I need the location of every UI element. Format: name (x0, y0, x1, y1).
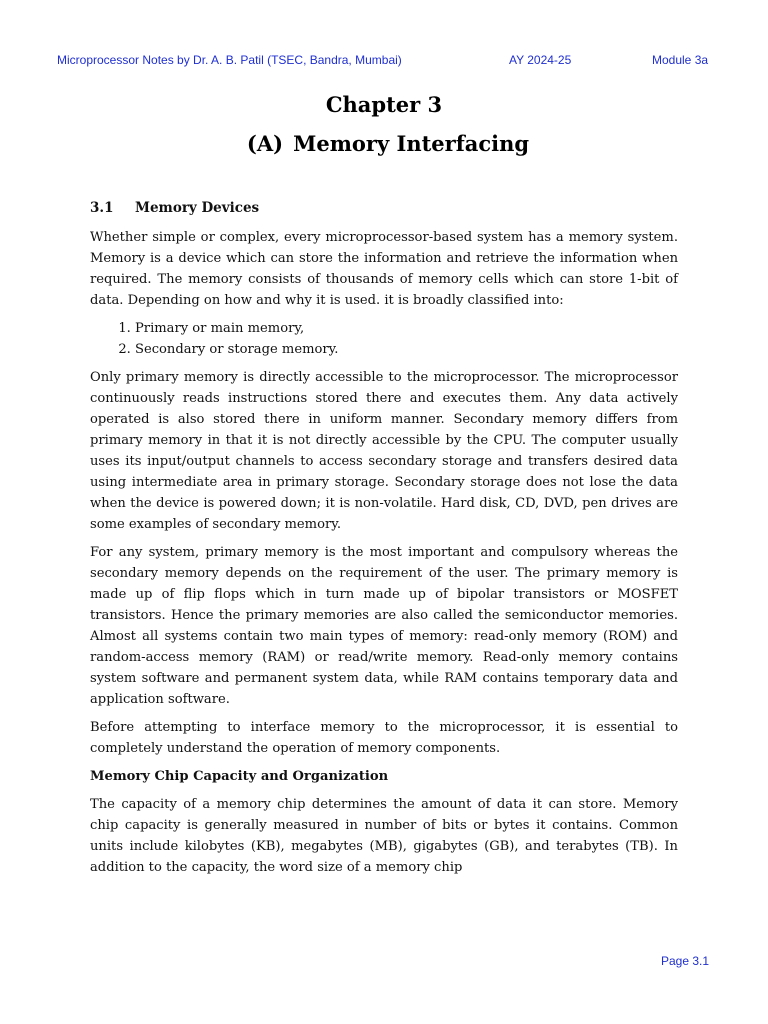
paragraph-primary-secondary: Only primary memory is directly accessible to the microprocessor. The microprocessor continuously reads instructions stored there and executes them. Any data actively operated is also stored there in uniform manner. Secondary memory differs from primary memory in that it is not directly accessible by the CPU. The computer usually uses its input/output channels to access secondary storage and transfers desired data using intermediate area in primary storage. Secondary storage does not lose the data when the device is powered down; it is non-volatile. Hard disk, CD, DVD, pen drives are some examples of secondary memory. (90, 370, 678, 532)
subheading-chip-capacity: Memory Chip Capacity and Organization (90, 769, 389, 784)
chapter-subtitle-text: Memory Interfacing (293, 131, 530, 156)
header-author: Microprocessor Notes by Dr. A. B. Patil (TSEC, Bandra, Mumbai) (57, 53, 402, 67)
chapter-title: Chapter 3 (325, 92, 443, 117)
page-number: Page 3.1 (661, 954, 710, 968)
paragraph-intro: Whether simple or complex, every microprocessor-based system has a memory system. Memory is a device which can store the information and retrieve the information when required. The memory consists of thousands of memory cells which can store 1-bit of data. Depending on how and why it is used. it is broadly classified into: (90, 230, 678, 308)
chapter-subtitle (0, 131, 768, 156)
header-module: Module 3a (652, 53, 709, 67)
memory-classification-list (90, 318, 678, 360)
paragraph-interfacing: Before attempting to interface memory to the microprocessor, it is essential to completely understand the operation of memory components. (90, 720, 678, 756)
section-number: 3.1 (90, 200, 114, 216)
list-item: 1. Primary or main memory, (135, 318, 678, 339)
paragraph-capacity: The capacity of a memory chip determines the amount of data it can store. Memory chip capacity is generally measured in number of bits or bytes it contains. Common units include kilobytes (KB), megabytes (MB), gigabytes (GB), and terabytes (TB). In addition to the capacity, the word size of a memory chip (90, 797, 678, 875)
chapter-subtitle-prefix: (A) (246, 131, 284, 156)
paragraph-memory-types: For any system, primary memory is the most important and compulsory whereas the secondary memory depends on the requirement of the user. The primary memory is made up of flip flops which in turn made up of bipolar transistors or MOSFET transistors. Hence the primary memories are also called the semiconductor memories. Almost all systems contain two main types of memory: read-only memory (ROM) and random-access memory (RAM) or read/write memory. Read-only memory contains system software and permanent system data, while RAM contains temporary data and application software. (90, 545, 678, 707)
header-academic-year: AY 2024-25 (509, 53, 572, 67)
main-content (90, 198, 678, 885)
section-heading (90, 198, 678, 219)
list-item: 2. Secondary or storage memory. (135, 339, 678, 360)
page-header (0, 53, 768, 71)
section-title: Memory Devices (135, 200, 260, 216)
